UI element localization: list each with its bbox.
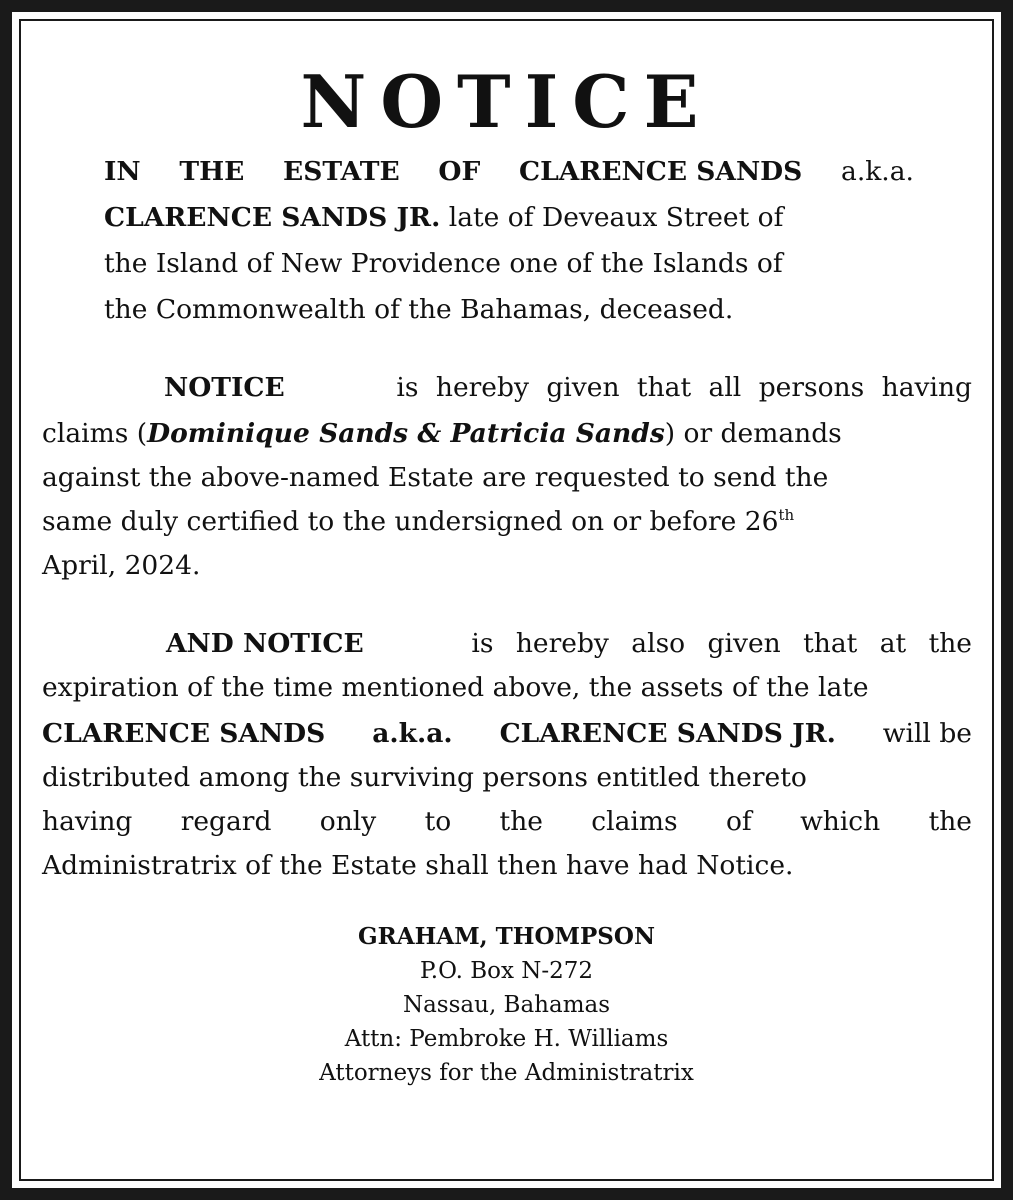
para2-line-5 <box>42 800 972 844</box>
para1-line-3: against the above-named Estate are requested to send the <box>42 462 829 493</box>
word: THE <box>179 156 245 187</box>
para1-line-4 <box>42 500 794 544</box>
estate-line-1 <box>104 150 914 194</box>
claimant-names: Dominique Sands & Patricia Sands <box>147 418 665 449</box>
word: ESTATE <box>283 156 400 187</box>
estate-line-4: the Commonwealth of the Bahamas, deceased. <box>104 294 734 325</box>
para1-claims-suffix: ) or demands <box>664 418 842 449</box>
po-box: P.O. Box N-272 <box>419 958 594 984</box>
para2-line-2: expiration of the time mentioned above, the assets of the late <box>42 672 869 703</box>
para1-claims-prefix: claims ( <box>42 418 148 449</box>
word: regard <box>180 806 272 837</box>
notice-title: NOTICE <box>300 59 713 144</box>
estate-line-2 <box>104 196 783 240</box>
city-country: Nassau, Bahamas <box>402 992 611 1018</box>
word: having <box>42 806 133 837</box>
deadline-text: same duly certified to the undersigned on or before 26 <box>42 506 779 537</box>
word: the <box>499 806 543 837</box>
deceased-alias: CLARENCE SANDS JR. <box>104 202 441 233</box>
word: OF <box>438 156 481 187</box>
word: the <box>928 806 972 837</box>
para1-lead: NOTICE <box>164 372 285 403</box>
estate-line-2-rest: late of Deveaux Street of <box>448 202 784 233</box>
word: of <box>725 806 752 837</box>
attorney-role: Attorneys for the Administratrix <box>319 1060 694 1086</box>
deceased-name: CLARENCE SANDS <box>42 718 326 749</box>
word: which <box>800 806 881 837</box>
para2-line-3 <box>42 712 972 756</box>
estate-line-3: the Island of New Providence one of the Islands of <box>104 248 783 279</box>
para1-line-5: April, 2024. <box>42 550 201 581</box>
word: claims <box>591 806 678 837</box>
para1-line-1 <box>164 366 972 410</box>
deceased-alias: CLARENCE SANDS JR. <box>499 718 836 749</box>
para2-line-6: Administratrix of the Estate shall then have had Notice. <box>42 850 794 881</box>
para2-line-3-rest: will be <box>882 718 972 749</box>
para1-line-2 <box>42 412 972 456</box>
ordinal-suffix: th <box>778 506 795 525</box>
deceased-name: CLARENCE SANDS <box>519 156 803 187</box>
aka-text: a.k.a. <box>841 156 914 187</box>
aka-text: a.k.a. <box>372 718 453 749</box>
word: IN <box>104 156 141 187</box>
para2-lead: AND NOTICE <box>166 628 364 659</box>
para2-line-4: distributed among the surviving persons entitled thereto <box>42 762 807 793</box>
para2-line-1 <box>166 622 972 666</box>
word: to <box>424 806 452 837</box>
word: only <box>319 806 377 837</box>
para1-line-1-rest: is hereby given that all persons having <box>396 372 972 403</box>
para2-line-1-rest: is hereby also given that at the <box>471 628 972 659</box>
attention-line: Attn: Pembroke H. Williams <box>344 1026 669 1052</box>
law-firm-name: GRAHAM, THOMPSON <box>358 923 655 950</box>
